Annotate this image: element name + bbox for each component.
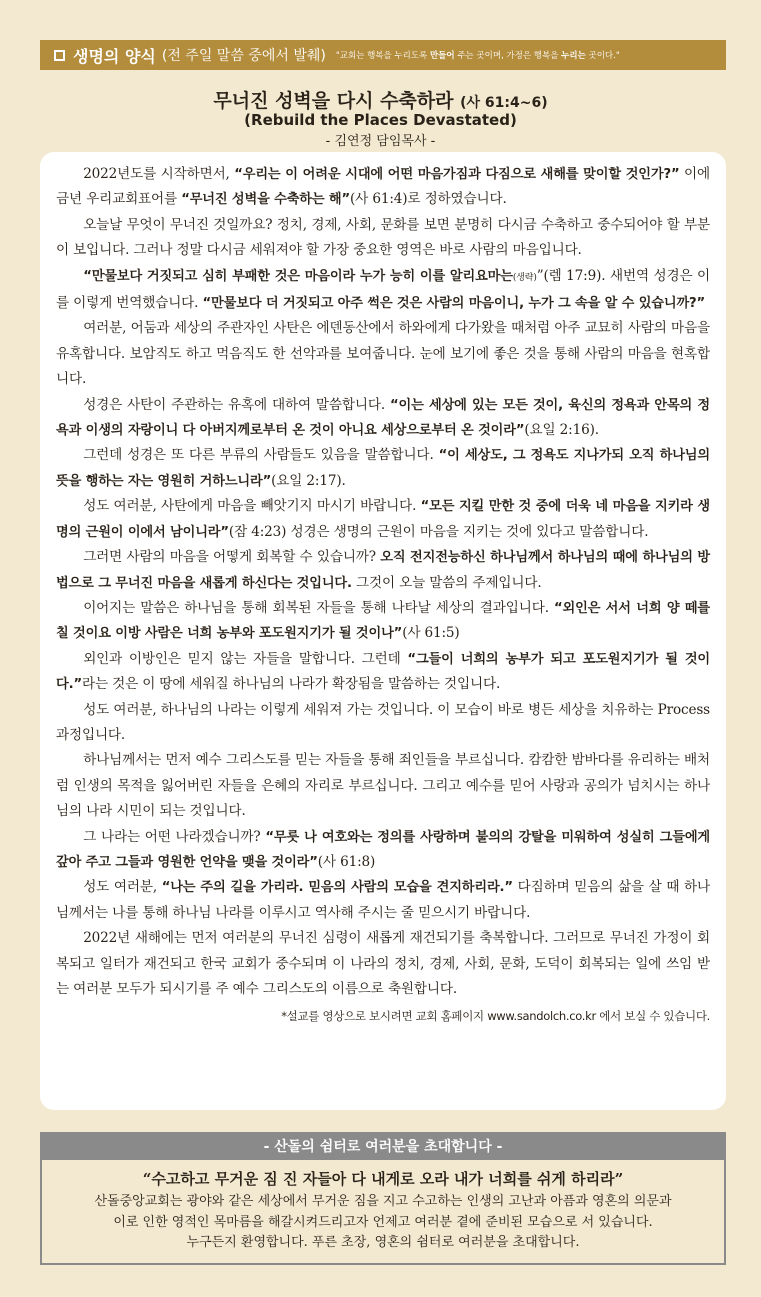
paragraph-text: 성도 여러분, 하나님의 나라는 이렇게 세워져 가는 것입니다. 이 모습이 바로 병든 세상을 치유하는 Process 과정입니다. <box>56 701 710 743</box>
scripture-emphasis: “외인은 서서 너희 양 떼를 칠 것이요 이방 사람은 너희 농부와 포도원지기가 될 것이나” <box>56 600 710 642</box>
paragraph-text: 성경은 사탄이 주관하는 유혹에 대하여 말씀합니다. <box>83 396 391 413</box>
sermon-body-card <box>40 152 726 1110</box>
paragraph-text: 성도 여러분, 사탄에게 마음을 빼앗기지 마시기 바랍니다. <box>83 498 421 515</box>
sermon-paragraph <box>56 162 710 213</box>
paragraph-text: 그 나라는 어떤 나라겠습니까? <box>83 828 266 845</box>
sermon-reference: (사 61:4~6) <box>460 95 548 111</box>
scripture-emphasis: “이 세상도, 그 정욕도 지나가되 오직 하나님의 뜻을 행하는 자는 영원히 거하느니라” <box>56 448 710 489</box>
invitation-line: 누구든지 환영합니다. 푸른 초장, 영혼의 쉼터로 여러분을 초대합니다. <box>186 1235 580 1250</box>
invitation-quote: “수고하고 무거운 짐 진 자들아 다 내게로 오라 내가 너희를 쉬게 하리라” <box>142 1170 624 1188</box>
section-tagline: "교회는 행복을 누리도록 만들어 주는 곳이며, 가정은 행복을 누리는 곳이다." <box>335 51 620 61</box>
scripture-emphasis: “그들이 너희의 농부가 되고 포도원지기가 될 것이다.” <box>56 651 711 693</box>
paragraph-text: 이어지는 말씀은 하나님을 통해 회복된 자들을 통해 나타날 세상의 결과입니다. <box>83 599 554 616</box>
scripture-emphasis: “이는 세상에 있는 모든 것이, 육신의 정욕과 안목의 정욕과 이생의 자랑이니 다 아버지께로부터 온 것이 아니요 세상으로부터 온 것이라” <box>56 397 711 439</box>
sermon-paragraph <box>56 926 710 1002</box>
paragraph-text: (잠 4:23) 성경은 생명의 근원이 마음을 지키는 것에 있다고 말씀합니다. <box>228 523 649 540</box>
invitation-line: 산돌중앙교회는 광야와 같은 세상에서 무거운 짐을 지고 수고하는 인생의 고난과 아픔과 영혼의 의문과 <box>94 1194 672 1209</box>
section-subtitle: (전 주일 말씀 중에서 발췌) <box>161 48 326 64</box>
paragraph-text: (요일 2:17). <box>271 472 346 489</box>
sermon-paragraph <box>56 698 710 749</box>
sermon-english-title: (Rebuild the Places Devastated) <box>244 111 517 129</box>
invitation-box <box>40 1132 726 1265</box>
sermon-paragraph <box>56 264 710 317</box>
paragraph-text: 그것이 오늘 말씀의 주제입니다. <box>351 574 542 591</box>
paragraph-text: 그러면 사람의 마음을 어떻게 회복할 수 있습니까? <box>83 549 381 566</box>
square-bullet-icon <box>54 50 65 61</box>
paragraph-text: 여러분, 어둠과 세상의 주관자인 사탄은 에덴동산에서 하와에게 다가왔을 때처럼 아주 교묘히 사람의 마음을 유혹합니다. 보암직도 하고 먹음직도 한 선악과를 보여줍니다. 눈에 보기에 좋은 것을 통해 사람의 마음을 현혹합니다. <box>56 320 710 388</box>
invitation-body <box>42 1192 724 1254</box>
paragraph-text: (요일 2:16). <box>524 422 599 439</box>
invitation-heading: - 산돌의 쉼터로 여러분을 초대합니다 - <box>42 1134 724 1160</box>
sermon-title <box>0 86 761 113</box>
paragraph-text: 다짐하며 믿음의 삶을 살 때 하나님께서는 나를 통해 하나님 나라를 이루시고 역사해 주시는 줄 믿으시기 바랍니다. <box>56 879 710 921</box>
paragraph-text: 하나님께서는 먼저 예수 그리스도를 믿는 자들을 통해 죄인들을 부르십니다. 캄캄한 밤바다를 유리하는 배처럼 인생의 목적을 잃어버린 자들을 은혜의 자리로 부르십니다. 그리고 예수를 믿어 사랑과 공의가 넘치시는 하나님의 나라 시민이 되는 것입니다. <box>56 752 710 820</box>
paragraph-text: (사 61:8) <box>317 853 376 870</box>
scripture-emphasis: “나는 주의 길을 가리라. 믿음의 사람의 모습을 견지하리라.” <box>161 880 513 896</box>
paragraph-text: 성도 여러분, <box>83 879 162 896</box>
sermon-paragraph <box>56 316 710 392</box>
scripture-emphasis: “만물보다 거짓되고 심히 부패한 것은 마음이라 누가 능히 이를 알리요마는 <box>83 268 513 284</box>
sermon-paragraph <box>56 494 710 545</box>
scripture-emphasis: “무릇 나 여호와는 정의를 사랑하며 불의의 강탈을 미워하여 성실히 그들에게 갚아 주고 그들과 영원한 언약을 맺을 것이라” <box>56 829 710 870</box>
paragraph-text: 이에 금년 우리교회표어를 <box>56 166 710 208</box>
paragraph-text: 라는 것은 이 땅에 세워질 하나님의 나라가 확장됨을 말씀하는 것입니다. <box>81 676 501 693</box>
section-title: 생명의 양식 <box>73 46 156 66</box>
sermon-paragraph <box>56 647 710 698</box>
sermon-paragraph <box>56 748 710 824</box>
invitation-line: 이로 인한 영적인 목마름을 해갈시켜드리고자 언제고 여러분 곁에 준비된 모습으로 서 있습니다. <box>113 1214 653 1230</box>
section-header-bar <box>40 40 726 70</box>
paragraph-text: 오늘날 무엇이 무너진 것일까요? 정치, 경제, 사회, 문화를 보면 분명히 다시금 수축하고 중수되어야 할 부분이 보입니다. 그러나 정말 다시금 세워져야 할 가장 중요한 영역은 바로 사람의 마음입니다. <box>56 216 710 259</box>
scripture-emphasis: “무너진 성벽을 수축하는 해” <box>181 192 351 208</box>
paragraph-text: 외인과 이방인은 믿지 않는 자들을 말합니다. 그런데 <box>83 650 408 667</box>
paragraph-text: 2022년 새해에는 먼저 여러분의 무너진 심령이 새롭게 재건되기를 축복합니다. 그러므로 무너진 가정이 회복되고 일터가 재건되고 한국 교회가 중수되며 이 나라의 정치, 경제, 사회, 문화, 도덕이 회복되는 일에 쓰임 받는 여러분 모두가 되시기를 주 예수 그리스도의 이름으로 축원합니다. <box>56 930 710 997</box>
sermon-paragraphs <box>56 162 710 1002</box>
sermon-paragraph <box>56 545 710 596</box>
scripture-emphasis: “모든 지킬 만한 것 중에 더욱 네 마음을 지키라 생명의 근원이 이에서 남이니라” <box>56 499 710 540</box>
sermon-paragraph <box>56 825 710 876</box>
sermon-title-text: 무너진 성벽을 다시 수축하라 <box>213 90 454 112</box>
paragraph-text: ”(렘 17:9). 새번역 성경은 이를 이렇게 번역했습니다. <box>56 267 710 312</box>
paragraph-text: 2022년도를 시작하면서, <box>83 166 235 182</box>
scripture-emphasis: “우리는 이 어려운 시대에 어떤 마음가짐과 다짐으로 새해를 맞이할 것인가?” <box>234 167 680 182</box>
sermon-paragraph <box>56 875 710 926</box>
paragraph-text: 그런데 성경은 또 다른 부류의 사람들도 있음을 말씀합니다. <box>83 447 439 464</box>
scripture-emphasis: “만물보다 더 거짓되고 아주 썩은 것은 사람의 마음이니, 누가 그 속을 알 수 있습니까?” <box>202 296 706 312</box>
sermon-paragraph <box>56 596 710 647</box>
paragraph-text: (사 61:5) <box>402 625 460 642</box>
sermon-paragraph <box>56 213 710 264</box>
paragraph-text: (생략) <box>512 272 537 283</box>
sermon-paragraph <box>56 443 710 494</box>
sermon-preacher: - 김연정 담임목사 - <box>325 134 436 149</box>
video-note: *설교를 영상으로 보시려면 교회 홈페이지 www.sandolch.co.kr 에서 보실 수 있습니다. <box>281 1009 710 1024</box>
paragraph-text: (사 61:4)로 정하였습니다. <box>350 191 507 208</box>
scripture-emphasis: 오직 전지전능하신 하나님께서 하나님의 때에 하나님의 방법으로 그 무너진 마음을 새롭게 하신다는 것입니다. <box>56 550 710 591</box>
sermon-paragraph <box>56 393 710 444</box>
